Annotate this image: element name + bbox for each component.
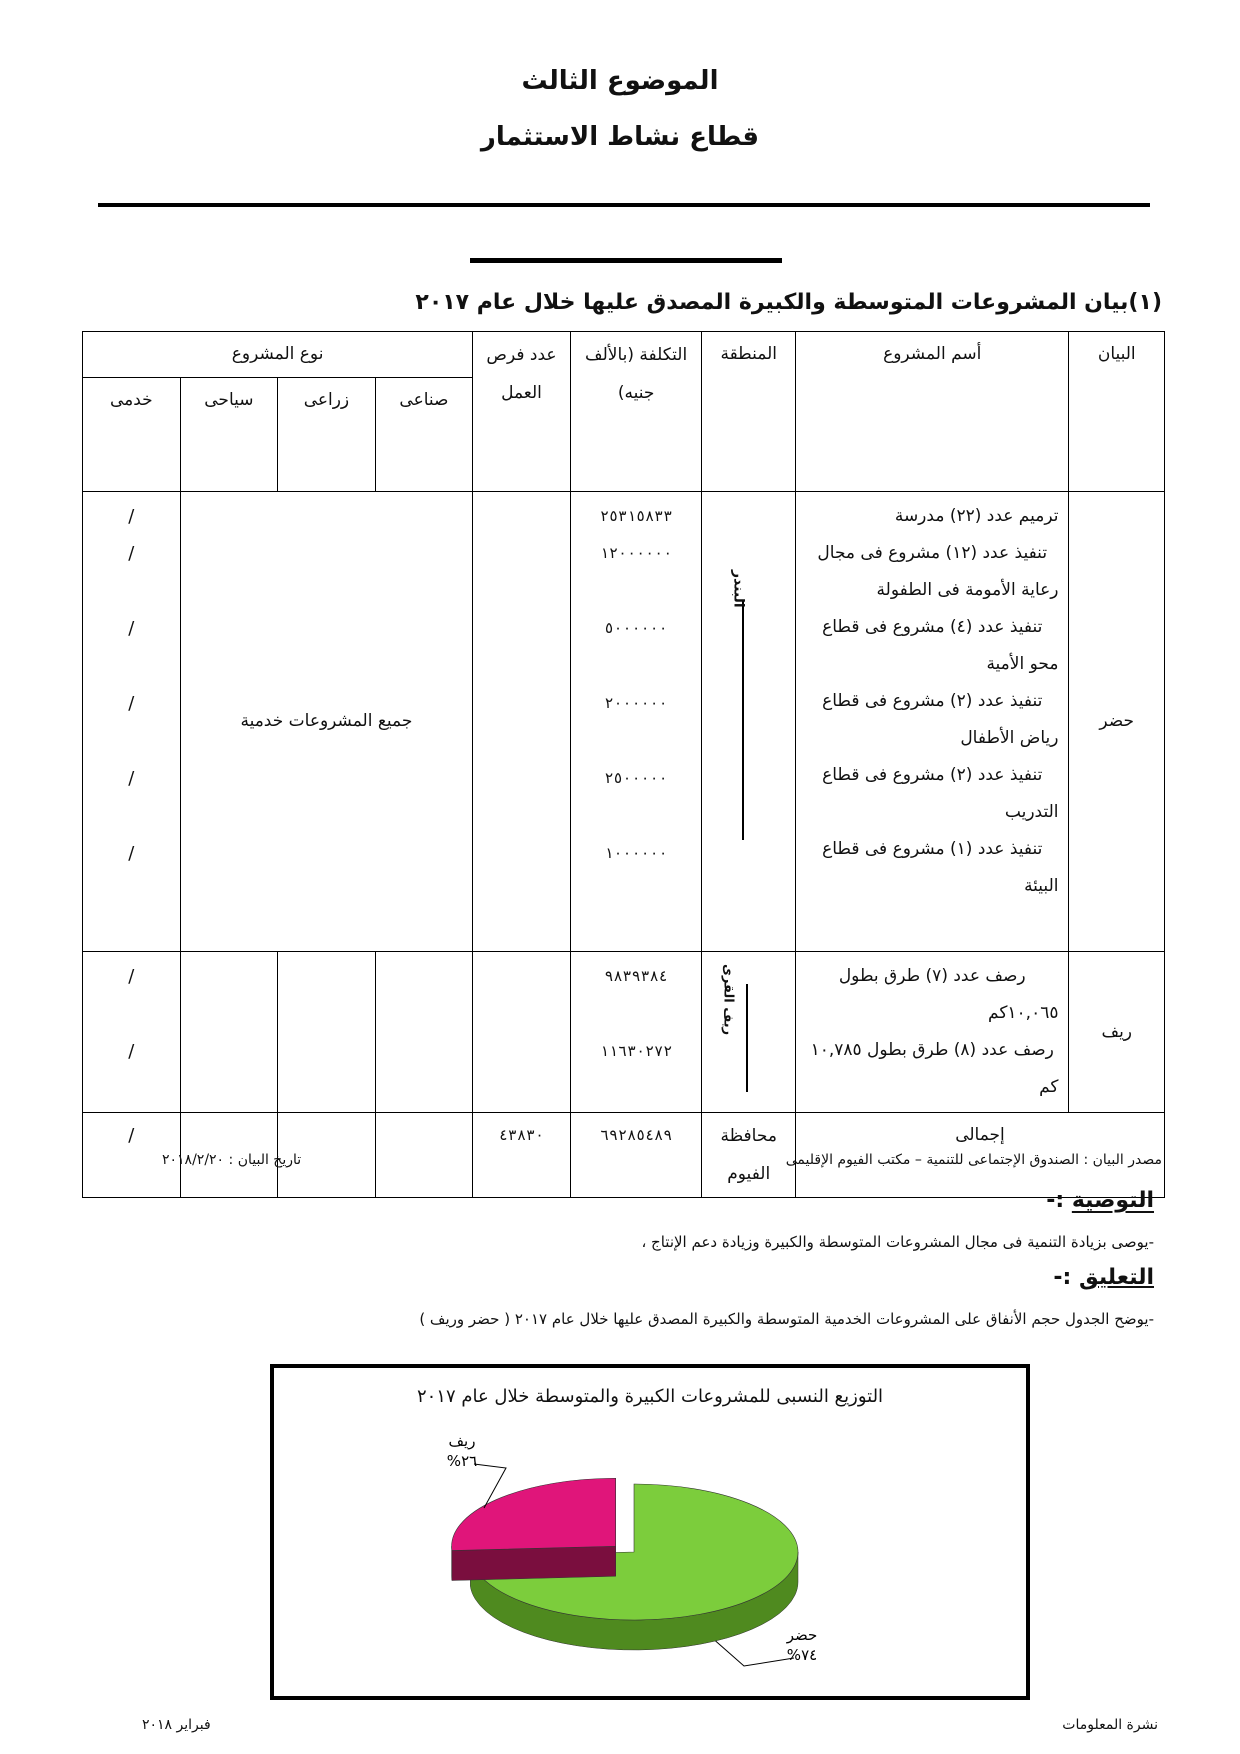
rural-service-marks [83, 952, 181, 1113]
rural-project-names [795, 952, 1069, 1113]
service-mark: / [128, 1041, 135, 1062]
urban-costs [570, 492, 702, 952]
page-title: الموضوع الثالث [521, 66, 719, 96]
divider [98, 203, 1150, 207]
footer-publication: نشرة المعلومات [1062, 1717, 1158, 1733]
project-cost: ١٢٠٠٠٠٠٠ [599, 544, 673, 562]
project-name: تنفيذ عدد (٢) مشروع فى قطاع رياض الأطفال [822, 691, 1059, 748]
rural-row [83, 952, 1165, 1113]
rural-industrial [375, 952, 473, 1113]
service-mark: / [128, 618, 135, 639]
rural-region-label: ريف القرى [720, 964, 736, 1036]
project-cost: ٥٠٠٠٠٠٠ [604, 619, 668, 637]
page-subtitle: قطاع نشاط الاستثمار [480, 122, 760, 152]
region-bracket [720, 964, 758, 1094]
project-name: تنفيذ عدد (١) مشروع فى قطاع البيئة [822, 839, 1059, 896]
pie-leader-line [716, 1641, 794, 1666]
pie-slice-1 [452, 1478, 616, 1550]
header-type-service: خدمى [83, 378, 181, 492]
total-cost: ٦٩٢٨٥٤٨٩ [570, 1113, 702, 1198]
comment-text: -يوضح الجدول حجم الأنفاق على المشروعات الخدمية المتوسطة والكبيرة المصدق عليها خلال عام ٢٠١٧ ( حضر وريف ) [419, 1310, 1154, 1328]
recommendation-heading-suffix: :- [1046, 1188, 1072, 1213]
service-mark: / [128, 543, 135, 564]
comment-heading-text: التعليق [1079, 1265, 1154, 1290]
rural-tourism [180, 952, 278, 1113]
divider-short [470, 258, 782, 263]
project-cost: ٢٠٠٠٠٠٠ [604, 694, 668, 712]
pie-slice-face-1 [452, 1546, 616, 1580]
table-caption: (١)بيان المشروعات المتوسطة والكبيرة المصدق عليها خلال عام ٢٠١٧ [415, 290, 1162, 315]
header-project-type: نوع المشروع [83, 332, 473, 378]
rural-agricultural [278, 952, 376, 1113]
comment-heading [1053, 1265, 1154, 1290]
header-cost: التكلفة (بالألف جنيه) [570, 332, 702, 492]
pie-label-category: حضر [786, 1626, 818, 1644]
header-jobs: عدد فرص العمل [473, 332, 571, 492]
pie-chart-svg [274, 1368, 1026, 1696]
rural-region [702, 952, 796, 1113]
total-service: / [83, 1113, 181, 1198]
rural-jobs [473, 952, 571, 1113]
urban-row [83, 492, 1165, 952]
total-label: إجمالى [795, 1113, 1164, 1198]
project-name: رصف عدد (٧) طرق بطول ١٠,٠٦٥كم [838, 966, 1059, 1023]
header-type-agricultural: زراعى [278, 378, 376, 492]
project-cost: ١٠٠٠٠٠٠ [604, 844, 668, 862]
project-name: رصف عدد (٨) طرق بطول ١٠,٧٨٥ كم [810, 1040, 1059, 1097]
service-mark: / [128, 966, 135, 987]
project-name: تنفيذ عدد (٤) مشروع فى قطاع محو الأمية [822, 617, 1059, 674]
header-region: المنطقة [702, 332, 796, 492]
header-type-industrial: صناعى [375, 378, 473, 492]
total-jobs: ٤٣٨٣٠ [473, 1113, 571, 1198]
urban-region-label: البندر [730, 570, 747, 608]
service-mark: / [128, 693, 135, 714]
project-name: ترميم عدد (٢٢) مدرسة [894, 506, 1059, 526]
data-date: تاريخ البيان : ٢٠١٨/٢/٢٠ [162, 1152, 302, 1168]
pie-label-value: %٢٦ [446, 1452, 478, 1470]
header-project-name: أسم المشروع [795, 332, 1069, 492]
comment-heading-suffix: :- [1053, 1265, 1079, 1290]
project-cost: ٢٥٣١٥٨٣٣ [599, 507, 673, 525]
pie-label-category: ريف [448, 1432, 476, 1450]
urban-label: حضر [1069, 492, 1165, 952]
data-source: مصدر البيان : الصندوق الإجتماعى للتنمية – مكتب الفيوم الإقليمى [785, 1152, 1162, 1168]
urban-jobs [473, 492, 571, 952]
service-mark: / [128, 768, 135, 789]
footer-date: فبراير ٢٠١٨ [142, 1717, 211, 1733]
total-industrial [375, 1113, 473, 1198]
urban-type-note: جميع المشروعات خدمية [180, 492, 473, 952]
urban-service-marks [83, 492, 181, 952]
urban-region [702, 492, 796, 952]
pie-chart [270, 1364, 1030, 1700]
project-cost: ٢٥٠٠٠٠٠ [604, 769, 668, 787]
project-name: تنفيذ عدد (٢) مشروع فى قطاع التدريب [822, 765, 1059, 822]
region-bracket [730, 570, 756, 850]
total-region: محافظة الفيوم [702, 1113, 796, 1198]
recommendation-heading [1046, 1188, 1154, 1213]
rural-label: ريف [1069, 952, 1165, 1113]
service-mark: / [128, 506, 135, 527]
header-type-tourism: سياحى [180, 378, 278, 492]
rural-costs [570, 952, 702, 1113]
pie-label-value: %٧٤ [786, 1646, 818, 1664]
header-row [83, 332, 1165, 378]
service-mark: / [128, 843, 135, 864]
project-cost: ٩٨٣٩٣٨٤ [604, 967, 668, 985]
project-name: تنفيذ عدد (١٢) مشروع فى مجال رعاية الأمومة فى الطفولة [817, 543, 1059, 600]
header-item: البيان [1069, 332, 1165, 492]
recommendation-heading-text: التوصية [1071, 1188, 1154, 1213]
recommendation-text: -يوصى بزيادة التنمية فى مجال المشروعات المتوسطة والكبيرة وزيادة دعم الإنتاج ، [641, 1233, 1154, 1251]
urban-project-names [795, 492, 1069, 952]
projects-table [82, 331, 1165, 1198]
chart-title: التوزيع النسبى للمشروعات الكبيرة والمتوسطة خلال عام ٢٠١٧ [416, 1386, 884, 1407]
project-cost: ١١٦٣٠٢٧٢ [599, 1042, 673, 1060]
